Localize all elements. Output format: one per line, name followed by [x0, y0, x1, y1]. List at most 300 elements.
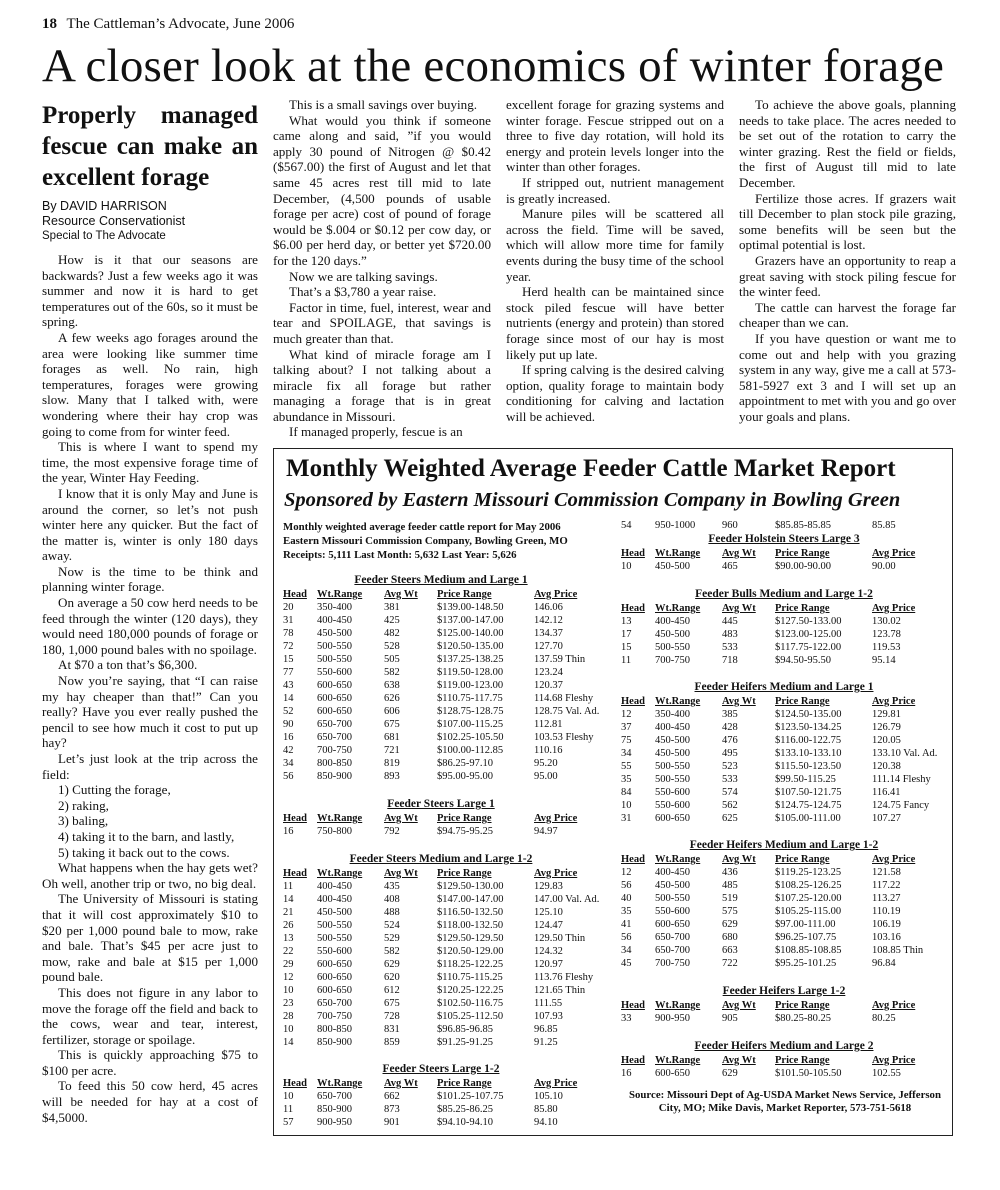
table-cell: $110.75-115.25 [437, 972, 503, 983]
table-cell: $124.50-135.00 [775, 709, 842, 720]
column-header: Head [283, 589, 307, 600]
column-header: Head [621, 603, 645, 614]
paragraph: To achieve the above goals, planning needs to take place. The acres needed to be set out of the rotation to carry the winter grazing. Rest the field or fields, the first of August till mid to late December. [739, 97, 956, 190]
table-row [621, 1067, 947, 1080]
table-cell: 600-650 [317, 680, 352, 691]
table-cell: 119.53 [872, 642, 901, 653]
table-row [621, 773, 947, 786]
table-cell: 582 [384, 946, 400, 957]
table-row [283, 1023, 599, 1036]
table-cell: 700-750 [655, 655, 690, 666]
section-title: Feeder Heifers Medium and Large 1 [694, 681, 874, 693]
table-header-row [621, 602, 947, 615]
paragraph: Herd health can be maintained since stock piled fescue will have better nutrients (energy and protein) than stored forage since most of our hay is most likely put up late. [506, 284, 724, 362]
table-cell: 350-400 [317, 602, 352, 613]
table-cell: 400-450 [317, 894, 352, 905]
table-cell: 40 [621, 893, 632, 904]
table-row [283, 906, 599, 919]
table-cell: 450-500 [317, 628, 352, 639]
table-row [621, 760, 947, 773]
table-cell: 600-650 [655, 813, 690, 824]
table-cell: 54 [621, 520, 632, 531]
table-cell: 450-500 [655, 561, 690, 572]
table-cell: 21 [283, 907, 294, 918]
paragraph: Now we are talking savings. [289, 268, 438, 284]
table-cell: 850-900 [317, 771, 352, 782]
table-row [621, 654, 947, 667]
table-cell: 750-800 [317, 826, 352, 837]
table-row [283, 653, 599, 666]
table-cell: 519 [722, 893, 738, 904]
table-cell: $116.50-132.50 [437, 907, 504, 918]
table-cell: 600-650 [317, 706, 352, 717]
table-cell: 34 [283, 758, 294, 769]
table-cell: 700-750 [655, 958, 690, 969]
table-cell: 600-650 [317, 985, 352, 996]
table-cell: 26 [283, 920, 294, 931]
report-left-tables [283, 573, 599, 1129]
table-row [283, 893, 599, 906]
table-cell: $119.00-123.00 [437, 680, 504, 691]
byline-title: Resource Conservationist [42, 214, 186, 228]
table-cell: 663 [722, 945, 738, 956]
report-info-line: Eastern Missouri Commission Company, Bowling Green, MO [283, 535, 568, 547]
table-cell: 12 [621, 709, 632, 720]
table-cell: 650-700 [317, 998, 352, 1009]
table-cell: 10 [283, 1091, 294, 1102]
table-cell: 103.16 [872, 932, 901, 943]
table-cell: 85.80 [534, 1104, 558, 1115]
table-cell: 800-850 [317, 758, 352, 769]
table-row [283, 997, 599, 1010]
table-header-row [283, 588, 599, 601]
table-cell: 529 [384, 933, 400, 944]
table-cell: $120.50-129.00 [437, 946, 504, 957]
table-cell: 29 [283, 959, 294, 970]
table-cell: 600-650 [317, 693, 352, 704]
table-row [621, 957, 947, 970]
paragraph: The University of Missouri is stating that it will cost approximately $10 to $20 per 1,000 pound bale to mow, rake and bale. That’s $45 per acre just to mow, rake and bale at $15 per 1,000 pound bale. [42, 891, 258, 985]
market-section [621, 680, 947, 825]
table-cell: 901 [384, 1117, 400, 1128]
paragraph: 4) taking it to the barn, and lastly, [58, 828, 235, 844]
table-row [621, 734, 947, 747]
table-cell: 445 [722, 616, 738, 627]
table-row [283, 919, 599, 932]
table-cell: $147.00-147.00 [437, 894, 504, 905]
table-row [621, 641, 947, 654]
table-cell: 11 [621, 655, 632, 666]
table-cell: $99.50-115.25 [775, 774, 836, 785]
table-header-row [283, 812, 599, 825]
table-cell: 120.38 [872, 761, 901, 772]
table-cell: 15 [621, 642, 632, 653]
table-cell: $94.10-94.10 [437, 1117, 493, 1128]
table-cell: 43 [283, 680, 294, 691]
paragraph: Let’s just look at the trip across the field: [42, 751, 258, 782]
paragraph: If stripped out, nutrient management is greatly increased. [506, 174, 724, 206]
table-cell: $107.00-115.25 [437, 719, 504, 730]
column-header: Avg Wt [384, 813, 418, 824]
section-title: Feeder Steers Large 1 [387, 798, 495, 810]
table-cell: 45 [621, 958, 632, 969]
table-cell: $85.85-85.85 [775, 520, 831, 531]
table-cell: 675 [384, 719, 400, 730]
table-row [621, 1012, 947, 1025]
table-row [283, 1116, 599, 1129]
table-cell: 123.78 [872, 629, 901, 640]
table-cell: 582 [384, 667, 400, 678]
table-row [621, 628, 947, 641]
table-cell: 112.81 [534, 719, 563, 730]
table-cell: 675 [384, 998, 400, 1009]
table-cell: 436 [722, 867, 738, 878]
market-section [621, 587, 947, 667]
table-cell: $102.50-116.75 [437, 998, 504, 1009]
paragraph: What kind of miracle forage am I talking about? I not talking about a miracle fix all forage but rather managing a forage that is in great abundance in Missouri. [273, 346, 491, 424]
market-section [283, 852, 599, 1049]
column-header: Avg Price [872, 1000, 916, 1011]
table-cell: 400-450 [655, 722, 690, 733]
paragraph: Now is the time to be think and planning winter forage. [42, 563, 258, 595]
table-cell: 90 [283, 719, 294, 730]
table-cell: 120.97 [534, 959, 563, 970]
table-cell: 550-600 [655, 787, 690, 798]
table-cell: $129.50-129.50 [437, 933, 504, 944]
paragraph: I know that it is only May and June is around the corner, so let’s not push winter here any quicker. But the fact of the matter is, winter is only 180 days away. [42, 485, 258, 564]
table-cell: 114.68 Fleshy [534, 693, 594, 704]
table-cell: $108.25-126.25 [775, 880, 842, 891]
masthead [42, 16, 294, 33]
table-cell: 612 [384, 985, 400, 996]
table-cell: 35 [621, 774, 632, 785]
column-header: Wt.Range [655, 1055, 701, 1066]
column-header: Head [621, 696, 645, 707]
table-cell: $125.00-140.00 [437, 628, 504, 639]
table-cell: 505 [384, 654, 400, 665]
table-cell: 500-550 [317, 933, 352, 944]
table-cell: 500-550 [655, 642, 690, 653]
table-cell: 105.10 [534, 1091, 563, 1102]
column-header: Avg Wt [722, 696, 756, 707]
table-cell: 650-700 [655, 945, 690, 956]
table-cell: $139.00-148.50 [437, 602, 504, 613]
table-cell: 16 [621, 1068, 632, 1079]
market-section [283, 573, 599, 783]
table-cell: 14 [283, 1037, 294, 1048]
column-header: Wt.Range [317, 813, 363, 824]
table-cell: 130.02 [872, 616, 901, 627]
table-cell: 128.75 Val. Ad. [534, 706, 600, 717]
table-cell: $96.85-96.85 [437, 1024, 493, 1035]
table-cell: 700-750 [317, 745, 352, 756]
table-row [621, 799, 947, 812]
table-cell: 57 [283, 1117, 294, 1128]
table-cell: 96.84 [872, 958, 896, 969]
table-cell: 859 [384, 1037, 400, 1048]
paragraph: 3) baling, [58, 813, 109, 829]
table-cell: 960 [722, 520, 738, 531]
table-cell: $118.25-122.25 [437, 959, 504, 970]
table-cell: $120.50-135.00 [437, 641, 504, 652]
table-cell: $107.50-121.75 [775, 787, 842, 798]
table-cell: 12 [283, 972, 294, 983]
table-cell: 500-550 [655, 761, 690, 772]
table-row [621, 905, 947, 918]
article-column-2 [273, 97, 491, 440]
table-cell: 500-550 [317, 641, 352, 652]
table-cell: $107.25-120.00 [775, 893, 842, 904]
table-cell: 533 [722, 774, 738, 785]
table-row [621, 615, 947, 628]
table-cell: $124.75-124.75 [775, 800, 842, 811]
table-header-row [621, 1054, 947, 1067]
table-cell: $120.25-122.25 [437, 985, 504, 996]
table-cell: $119.50-128.00 [437, 667, 504, 678]
article-column-3 [506, 97, 724, 424]
table-cell: 700-750 [317, 1011, 352, 1022]
article-column-1 [42, 100, 258, 1125]
paragraph: If managed properly, fescue is an [289, 424, 463, 440]
table-cell: 850-900 [317, 1037, 352, 1048]
table-row [283, 679, 599, 692]
table-cell: $110.75-117.75 [437, 693, 503, 704]
table-cell: 450-500 [655, 880, 690, 891]
table-cell: 120.37 [534, 680, 563, 691]
table-cell: 11 [283, 1104, 294, 1115]
table-cell: 72 [283, 641, 294, 652]
table-cell: 20 [283, 602, 294, 613]
table-header-row [621, 695, 947, 708]
table-row [621, 812, 947, 825]
table-cell: 31 [621, 813, 632, 824]
table-cell: 14 [283, 894, 294, 905]
table-cell: 80.25 [872, 1013, 896, 1024]
table-cell: 103.53 Fleshy [534, 732, 594, 743]
column-header: Avg Wt [722, 1055, 756, 1066]
table-cell: $117.75-122.00 [775, 642, 842, 653]
byline-credit: Special to The Advocate [42, 230, 166, 242]
table-row [283, 880, 599, 893]
column-1-body [42, 252, 258, 1125]
table-cell: 95.00 [534, 771, 558, 782]
table-cell: $95.25-101.25 [775, 958, 837, 969]
table-cell: 111.55 [534, 998, 563, 1009]
table-row [283, 705, 599, 718]
market-section [621, 838, 947, 970]
table-cell: $127.50-133.00 [775, 616, 842, 627]
table-row [621, 918, 947, 931]
table-cell: 575 [722, 906, 738, 917]
paragraph: This does not figure in any labor to move the forage off the field and back to the cows, wear and tear, interest, fertilizer, storage or spoilage. [42, 984, 258, 1047]
column-header: Head [621, 1055, 645, 1066]
column-header: Wt.Range [655, 1000, 701, 1011]
report-source: Source: Missouri Dept of Ag-USDA Market News Service, Jefferson City, MO; Mike Davis, Market Reporter, 573-751-5618 [629, 1089, 941, 1114]
table-cell: 950-1000 [655, 520, 696, 531]
table-cell: $90.00-90.00 [775, 561, 831, 572]
table-cell: 42 [283, 745, 294, 756]
table-cell: 662 [384, 1091, 400, 1102]
table-cell: 425 [384, 615, 400, 626]
table-cell: 533 [722, 642, 738, 653]
table-cell: 550-600 [655, 906, 690, 917]
paragraph: This is quickly approaching $75 to $100 per acre. [42, 1047, 258, 1078]
table-cell: 819 [384, 758, 400, 769]
table-cell: $97.00-111.00 [775, 919, 836, 930]
paragraph: If you have question or want me to come out and help with you grazing system in any way, give me a call at 573-581-5927 ext 3 and I will set up an appointment to met with you and go over your goals and plans. [739, 330, 956, 424]
market-section [621, 984, 947, 1025]
column-header: Price Range [775, 603, 830, 614]
column-header: Wt.Range [317, 1078, 363, 1089]
table-cell: $101.50-105.50 [775, 1068, 842, 1079]
table-row [283, 614, 599, 627]
column-header: Price Range [775, 854, 830, 865]
table-cell: $80.25-80.25 [775, 1013, 831, 1024]
column-header: Avg Wt [722, 548, 756, 559]
table-cell: $116.00-122.75 [775, 735, 842, 746]
table-cell: 562 [722, 800, 738, 811]
market-section [621, 532, 947, 573]
table-cell: $91.25-91.25 [437, 1037, 493, 1048]
table-cell: 385 [722, 709, 738, 720]
table-cell: 629 [384, 959, 400, 970]
paragraph: At $70 a ton that’s $6,300. [58, 657, 198, 673]
table-cell: 381 [384, 602, 400, 613]
table-cell: 34 [621, 945, 632, 956]
table-cell: 800-850 [317, 1024, 352, 1035]
column-header: Avg Wt [384, 1078, 418, 1089]
table-cell: 728 [384, 1011, 400, 1022]
table-cell: 600-650 [655, 919, 690, 930]
table-cell: 650-700 [317, 732, 352, 743]
table-row [283, 1010, 599, 1023]
table-cell: 22 [283, 946, 294, 957]
table-cell: 125.10 [534, 907, 563, 918]
table-cell: 133.10 Val. Ad. [872, 748, 938, 759]
report-title: Monthly Weighted Average Feeder Cattle Market Report [286, 455, 896, 482]
table-cell: 41 [621, 919, 632, 930]
table-cell: 600-650 [317, 972, 352, 983]
market-table [621, 695, 947, 825]
table-cell: 10 [283, 985, 294, 996]
table-cell: 650-700 [655, 932, 690, 943]
column-3-body [506, 175, 724, 425]
table-cell: 850-900 [317, 1104, 352, 1115]
market-report-box [273, 448, 953, 1136]
column-header: Wt.Range [317, 589, 363, 600]
column-header: Avg Price [534, 589, 578, 600]
publication-name: The Cattleman’s Advocate, June 2006 [66, 16, 295, 32]
article-column-4 [739, 97, 956, 424]
table-cell: 428 [722, 722, 738, 733]
column-header: Avg Price [872, 854, 916, 865]
table-cell: 550-600 [317, 667, 352, 678]
table-cell: 56 [621, 880, 632, 891]
column-header: Price Range [437, 589, 492, 600]
paragraph: What happens when the hay gets wet? Oh well, another trip or two, no big deal. [42, 860, 258, 891]
table-header-row [621, 999, 947, 1012]
table-row [283, 601, 599, 614]
table-row [621, 560, 947, 573]
market-table [621, 547, 947, 573]
table-cell: 476 [722, 735, 738, 746]
table-cell: 680 [722, 932, 738, 943]
table-cell: 483 [722, 629, 738, 640]
table-cell: 129.83 [534, 881, 563, 892]
table-cell: 91.25 [534, 1037, 558, 1048]
table-cell: 450-500 [655, 748, 690, 759]
table-cell: 10 [621, 800, 632, 811]
table-cell: 113.76 Fleshy [534, 972, 594, 983]
table-cell: 147.00 Val. Ad. [534, 894, 600, 905]
table-cell: 13 [283, 933, 294, 944]
table-cell: 629 [722, 919, 738, 930]
table-cell: 718 [722, 655, 738, 666]
table-cell: 500-550 [655, 893, 690, 904]
table-row [621, 931, 947, 944]
column-header: Avg Price [872, 696, 916, 707]
table-cell: 94.97 [534, 826, 558, 837]
table-cell: 606 [384, 706, 400, 717]
table-cell: 10 [283, 1024, 294, 1035]
table-cell: 488 [384, 907, 400, 918]
table-cell: 10 [621, 561, 632, 572]
table-cell: $123.50-134.25 [775, 722, 842, 733]
table-header-row [283, 1077, 599, 1090]
column-header: Head [621, 1000, 645, 1011]
column-header: Avg Wt [722, 854, 756, 865]
table-cell: 638 [384, 680, 400, 691]
table-cell: 831 [384, 1024, 400, 1035]
table-cell: 550-600 [317, 946, 352, 957]
table-cell: $129.50-130.00 [437, 881, 504, 892]
column-header: Avg Price [534, 868, 578, 879]
market-section [621, 1039, 947, 1080]
table-cell: 465 [722, 561, 738, 572]
table-cell: 905 [722, 1013, 738, 1024]
table-cell: $95.00-95.00 [437, 771, 493, 782]
table-cell: 23 [283, 998, 294, 1009]
table-cell: 106.19 [872, 919, 901, 930]
table-cell: 485 [722, 880, 738, 891]
table-row [621, 879, 947, 892]
table-cell: 625 [722, 813, 738, 824]
byline-author: By DAVID HARRISON [42, 199, 167, 213]
section-title: Feeder Heifers Medium and Large 1-2 [689, 839, 879, 851]
column-header: Wt.Range [655, 603, 701, 614]
table-cell: 124.75 Fancy [872, 800, 930, 811]
table-cell: 137.59 Thin [534, 654, 586, 665]
table-cell: 13 [621, 616, 632, 627]
table-cell: 482 [384, 628, 400, 639]
table-row [283, 718, 599, 731]
table-row [621, 519, 947, 532]
table-row [283, 744, 599, 757]
table-cell: 110.19 [872, 906, 901, 917]
page-number: 18 [42, 16, 57, 32]
table-cell: 350-400 [655, 709, 690, 720]
column-header: Avg Price [872, 1055, 916, 1066]
table-cell: 722 [722, 958, 738, 969]
table-cell: 56 [621, 932, 632, 943]
table-cell: 400-450 [655, 616, 690, 627]
table-cell: 124.32 [534, 946, 563, 957]
table-row [283, 971, 599, 984]
table-cell: $94.75-95.25 [437, 826, 493, 837]
table-row [283, 1036, 599, 1049]
column-header: Avg Price [534, 813, 578, 824]
paragraph: That’s a $3,780 a year raise. [289, 284, 437, 300]
